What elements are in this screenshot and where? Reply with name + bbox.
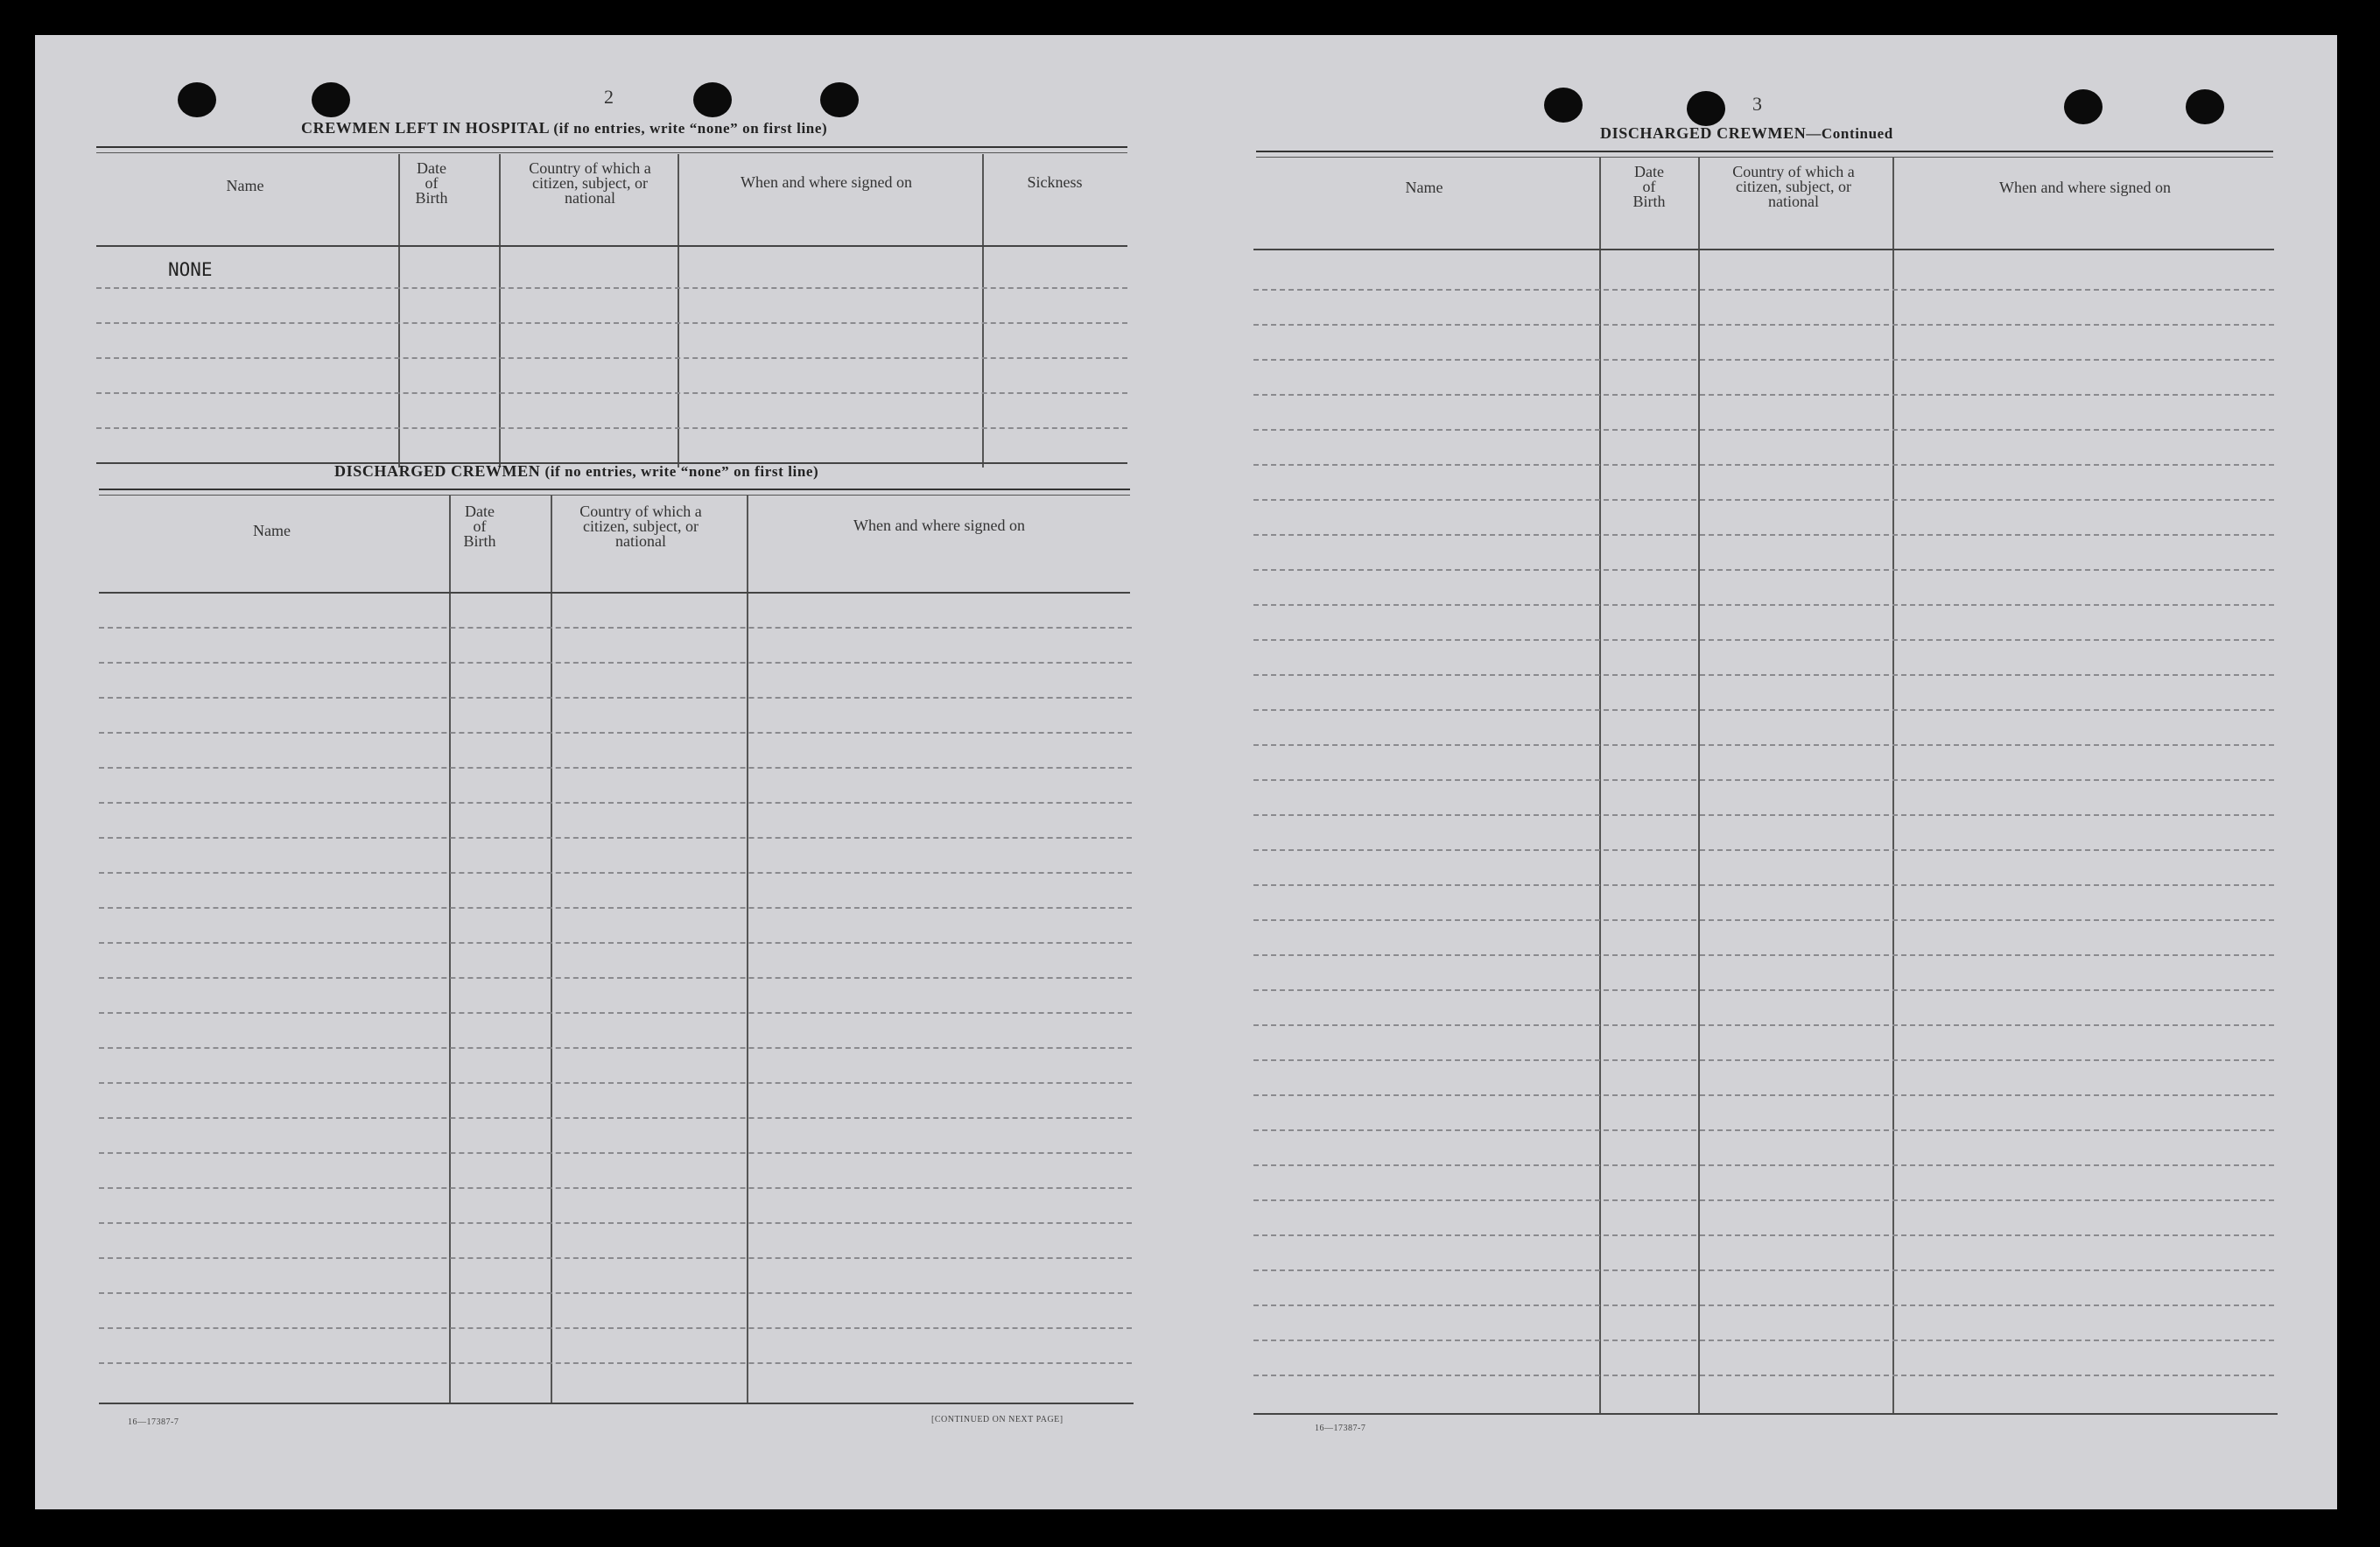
entry-line <box>1253 499 2274 501</box>
entry-line <box>1253 569 2274 571</box>
entry-line <box>1253 919 2274 921</box>
entry-line <box>99 837 1132 839</box>
punch-hole <box>1544 88 1583 123</box>
table-bottom-rule <box>1253 1413 2278 1415</box>
punch-hole <box>312 82 350 117</box>
page-number: 2 <box>604 86 614 108</box>
entry-line <box>99 942 1132 944</box>
entry-line <box>99 872 1132 874</box>
entry-line <box>99 907 1132 909</box>
entry-line <box>1253 709 2274 711</box>
entry-line <box>99 1012 1132 1014</box>
entry-line <box>99 1292 1132 1294</box>
entry-line <box>96 357 1127 359</box>
punch-hole <box>820 82 859 117</box>
discharged-title-text: DISCHARGED CREWMEN <box>334 462 541 480</box>
entry-line <box>1253 1059 2274 1061</box>
col-header-date-of-birth: Date of Birth <box>415 159 448 207</box>
col-header-country: Country of which a citizen, subject, or national <box>529 159 651 207</box>
col-header-name: Name <box>226 177 264 194</box>
entry-line <box>1253 779 2274 781</box>
col-header-country: Country of which a citizen, subject, or national <box>1732 163 1855 210</box>
col-header-date-of-birth: Date of Birth <box>463 503 496 550</box>
entry-line <box>99 1362 1132 1364</box>
continued-title-text: DISCHARGED CREWMEN <box>1600 124 1807 142</box>
column-divider <box>1698 158 1700 1415</box>
entry-line <box>1253 954 2274 956</box>
entry-line <box>99 627 1132 629</box>
form-number: 16—17387-7 <box>128 1417 179 1427</box>
entry-line <box>1253 1199 2274 1201</box>
entry-line <box>1253 1164 2274 1166</box>
entry-line <box>1253 989 2274 991</box>
entry-line <box>1253 814 2274 816</box>
col-header-signed-on: When and where signed on <box>1999 179 2171 196</box>
entry-line <box>1253 849 2274 851</box>
entry-line <box>99 1047 1132 1049</box>
entry-line <box>99 767 1132 769</box>
entry-line <box>99 802 1132 804</box>
entry-line <box>99 977 1132 979</box>
form-number: 16—17387-7 <box>1315 1424 1366 1433</box>
entry-line <box>1253 1129 2274 1131</box>
table-bottom-rule <box>99 1403 1134 1404</box>
entry-line <box>99 1187 1132 1189</box>
entry-line <box>99 1152 1132 1154</box>
section-rule <box>1256 151 2273 158</box>
entry-line <box>96 287 1127 289</box>
continued-note: [CONTINUED ON NEXT PAGE] <box>931 1415 1064 1424</box>
entry-line <box>99 732 1132 734</box>
entry-line <box>99 1327 1132 1329</box>
entry-line <box>1253 604 2274 606</box>
header-underline <box>1253 249 2274 250</box>
entry-line <box>99 1257 1132 1259</box>
entry-line <box>1253 1024 2274 1026</box>
col-header-sickness: Sickness <box>1027 173 1083 191</box>
entry-line <box>96 392 1127 394</box>
entry-line <box>1253 429 2274 431</box>
discharged-section-title <box>334 462 818 481</box>
header-underline <box>99 592 1130 594</box>
header-underline <box>96 245 1127 247</box>
punch-hole <box>1687 91 1725 126</box>
continued-suffix: —Continued <box>1806 125 1893 142</box>
col-header-signed-on: When and where signed on <box>853 517 1025 534</box>
entry-line <box>1253 289 2274 291</box>
entry-line <box>99 662 1132 664</box>
entry-line <box>1253 744 2274 746</box>
column-divider <box>982 154 984 468</box>
discharged-continued-title <box>1600 124 1893 143</box>
entry-line <box>99 1082 1132 1084</box>
punch-hole <box>2186 89 2224 124</box>
entry-line <box>96 427 1127 429</box>
page-number: 3 <box>1752 93 1762 115</box>
entry-line <box>99 697 1132 699</box>
column-divider <box>1599 158 1601 1415</box>
punch-hole <box>178 82 216 117</box>
column-divider <box>551 496 552 1404</box>
entry-line <box>1253 1234 2274 1236</box>
col-header-name: Name <box>1405 179 1443 196</box>
punch-hole <box>693 82 732 117</box>
col-header-date-of-birth: Date of Birth <box>1632 163 1666 210</box>
entry-line <box>1253 1304 2274 1306</box>
entry-line <box>1253 674 2274 676</box>
section-rule <box>96 146 1127 153</box>
entry-line <box>1253 324 2274 326</box>
entry-line <box>1253 884 2274 886</box>
col-header-signed-on: When and where signed on <box>741 173 912 191</box>
entry-line <box>99 1117 1132 1119</box>
entry-line <box>1253 639 2274 641</box>
entry-line <box>1253 534 2274 536</box>
section-rule <box>99 489 1130 496</box>
hospital-entry-name: NONE <box>168 259 213 280</box>
column-divider <box>747 496 748 1404</box>
discharged-continued-table <box>1253 158 2278 1418</box>
hospital-title-text: CREWMEN LEFT IN HOSPITAL <box>301 119 550 137</box>
hospital-section-title <box>301 119 827 137</box>
column-divider <box>499 154 501 468</box>
entry-line <box>1253 1340 2274 1341</box>
col-header-country: Country of which a citizen, subject, or national <box>579 503 702 550</box>
entry-line <box>1253 394 2274 396</box>
column-divider <box>398 154 400 468</box>
scanned-form-sheet <box>35 35 2337 1509</box>
punch-hole <box>2064 89 2103 124</box>
entry-line <box>1253 1375 2274 1376</box>
discharged-instruction: (if no entries, write “none” on first line) <box>544 463 819 480</box>
col-header-name: Name <box>253 522 291 539</box>
discharged-table <box>99 496 1134 1406</box>
entry-line <box>1253 464 2274 466</box>
column-divider <box>677 154 679 468</box>
hospital-instruction: (if no entries, write “none” on first line) <box>553 120 828 137</box>
entry-line <box>99 1222 1132 1224</box>
hospital-table <box>96 154 1127 468</box>
entry-line <box>1253 359 2274 361</box>
column-divider <box>449 496 451 1404</box>
entry-line <box>1253 1269 2274 1271</box>
entry-line <box>1253 1094 2274 1096</box>
column-divider <box>1892 158 1894 1415</box>
entry-line <box>96 322 1127 324</box>
